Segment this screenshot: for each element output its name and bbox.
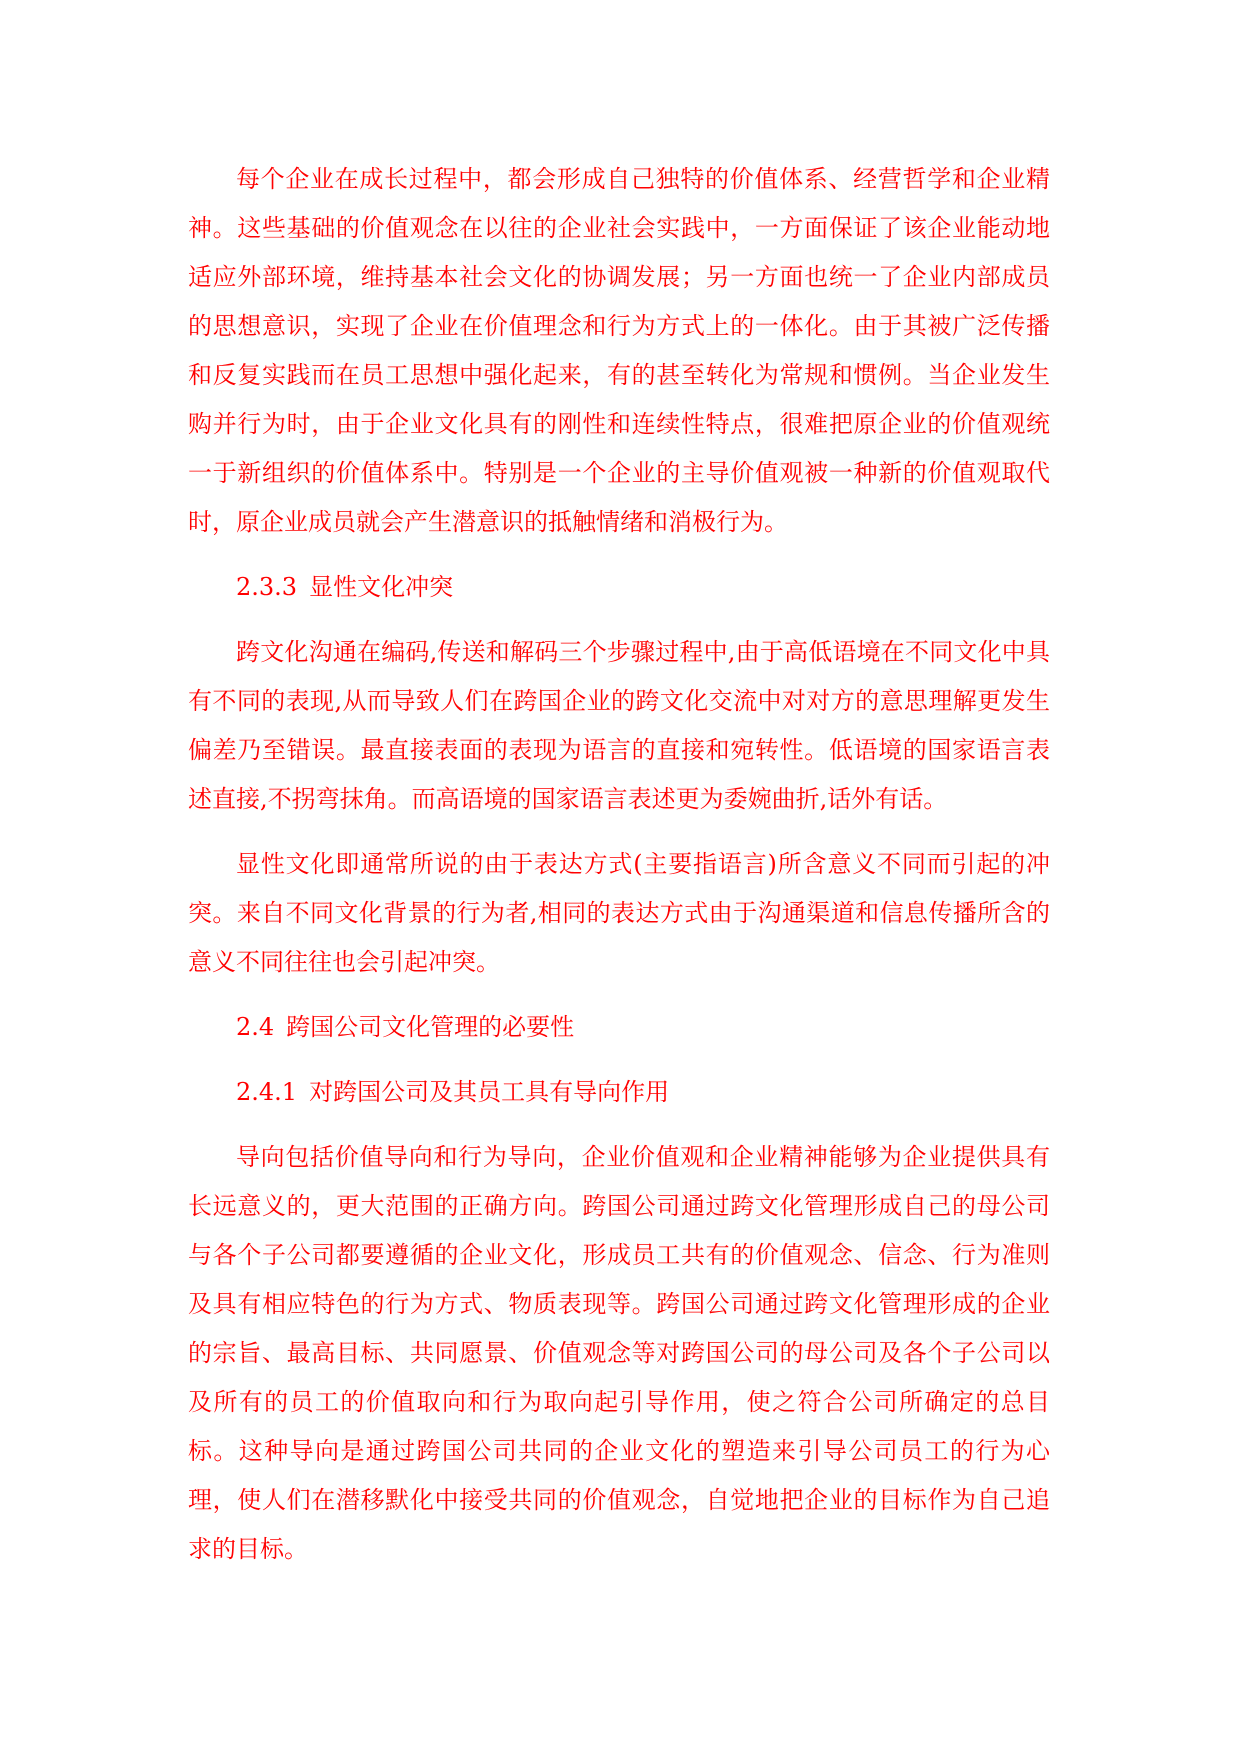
- section-title: 显性文化冲突: [309, 573, 454, 601]
- document-body: [188, 155, 1050, 1590]
- section-title: 对跨国公司及其员工具有导向作用: [309, 1078, 670, 1106]
- section-number: 2.4: [236, 1013, 275, 1041]
- paragraph-enterprise-values: 每个企业在成长过程中，都会形成自己独特的价值体系、经营哲学和企业精神。这些基础的价值观念在以往的企业社会实践中，一方面保证了该企业能动地适应外部环境，维持基本社会文化的协调发展；另一方面也统一了企业内部成员的思想意识，实现了企业在价值理念和行为方式上的一体化。由于其被广泛传播和反复实践而在员工思想中强化起来，有的甚至转化为常规和惯例。当企业发生购并行为时，由于企业文化具有的刚性和连续性特点，很难把原企业的价值观统一于新组织的价值体系中。特别是一个企业的主导价值观被一种新的价值观取代时，原企业成员就会产生潜意识的抵触情绪和消极行为。: [188, 165, 1050, 536]
- section-number: 2.4.1: [236, 1078, 298, 1106]
- section-heading-2-4-1: [188, 1068, 1050, 1117]
- section-heading-2-4: [188, 1003, 1050, 1052]
- section-title: 跨国公司文化管理的必要性: [286, 1013, 575, 1041]
- paragraph-cross-cultural-communication: 跨文化沟通在编码,传送和解码三个步骤过程中,由于高低语境在不同文化中具有不同的表现,从而导致人们在跨国企业的跨文化交流中对对方的意思理解更发生偏差乃至错误。最直接表面的表现为语言的直接和宛转性。低语境的国家语言表述直接,不拐弯抹角。而高语境的国家语言表述更为委婉曲折,话外有话。: [188, 638, 1050, 813]
- paragraph-guidance-role: 导向包括价值导向和行为导向，企业价值观和企业精神能够为企业提供具有长远意义的，更大范围的正确方向。跨国公司通过跨文化管理形成自己的母公司与各个子公司都要遵循的企业文化，形成员工共有的价值观念、信念、行为准则及具有相应特色的行为方式、物质表现等。跨国公司通过跨文化管理形成的企业的宗旨、最高目标、共同愿景、价值观念等对跨国公司的母公司及各个子公司以及所有的员工的价值取向和行为取向起引导作用，使之符合公司所确定的总目标。这种导向是通过跨国公司共同的企业文化的塑造来引导公司员工的行为心理，使人们在潜移默化中接受共同的价值观念，自觉地把企业的目标作为自己追求的目标。: [188, 1143, 1050, 1563]
- paragraph-explicit-culture: 显性文化即通常所说的由于表达方式(主要指语言)所含意义不同而引起的冲突。来自不同文化背景的行为者,相同的表达方式由于沟通渠道和信息传播所含的意义不同往往也会引起冲突。: [188, 850, 1050, 976]
- section-heading-2-3-3: [188, 563, 1050, 612]
- section-number: 2.3.3: [236, 573, 298, 601]
